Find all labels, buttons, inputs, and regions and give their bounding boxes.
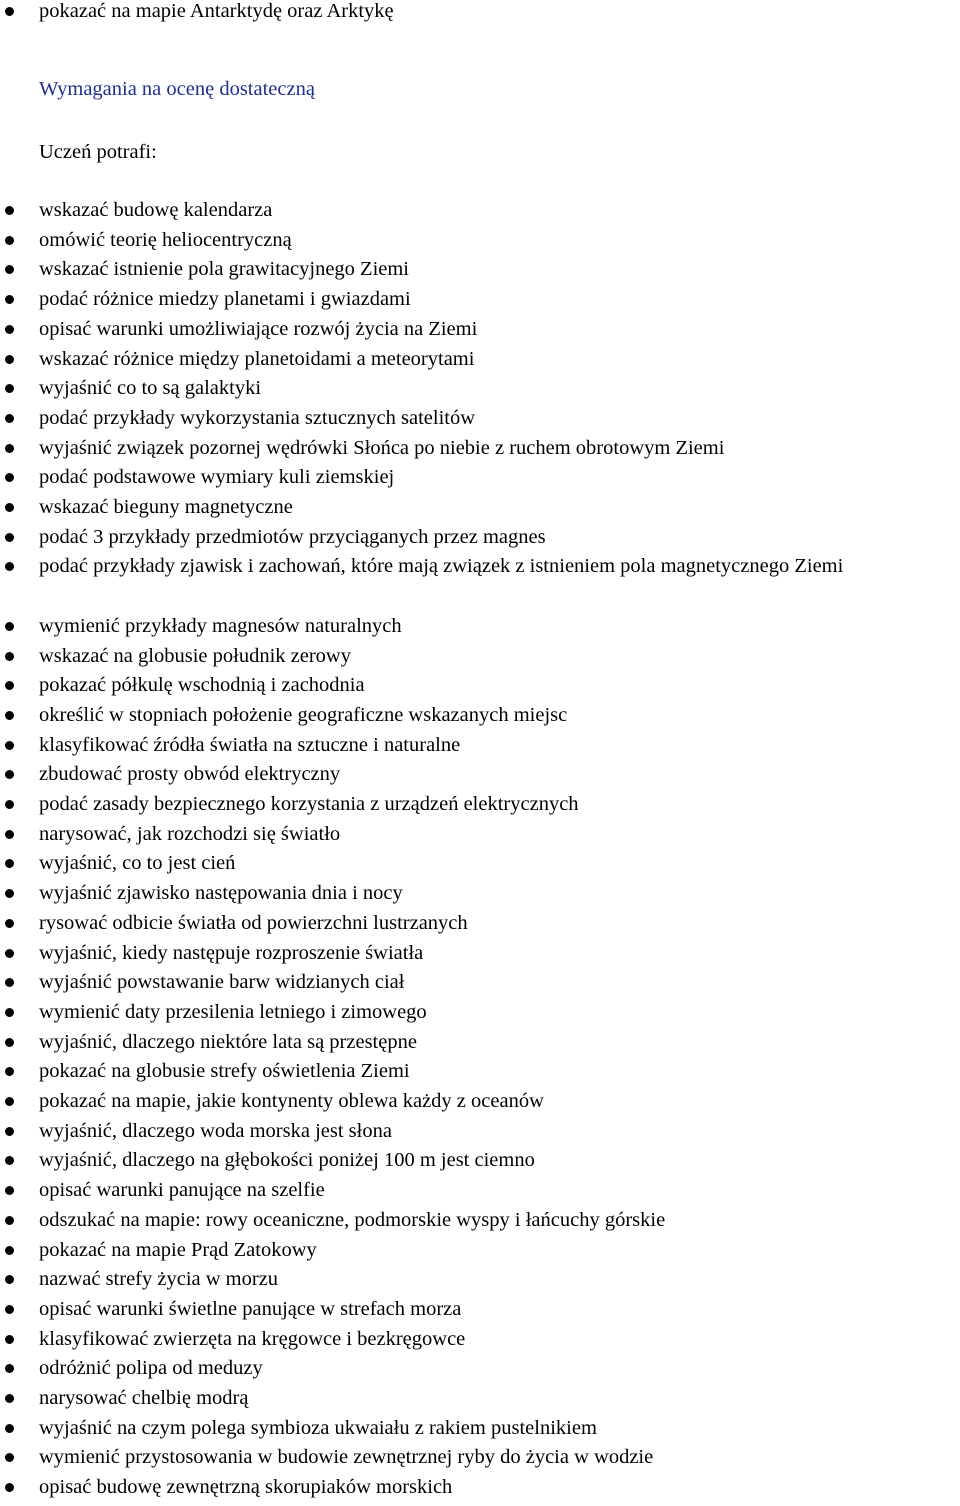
list-item-text: narysować chelbię modrą bbox=[39, 1387, 249, 1409]
bullet-icon bbox=[5, 1394, 14, 1403]
list-item-text: zbudować prosty obwód elektryczny bbox=[39, 763, 341, 786]
list-item-text: wyjaśnić, dlaczego woda morska jest słona bbox=[39, 1119, 392, 1142]
list-item-text: opisać warunki umożliwiające rozwój życia na Ziemi bbox=[39, 317, 478, 340]
bullet-icon bbox=[5, 295, 14, 304]
bullet-icon bbox=[5, 652, 14, 661]
list-item-text: podać podstawowe wymiary kuli ziemskiej bbox=[39, 466, 395, 489]
bullet-icon bbox=[5, 741, 14, 750]
bullet-icon bbox=[5, 711, 14, 720]
bullet-icon bbox=[5, 1424, 14, 1433]
bullet-icon bbox=[5, 1216, 14, 1225]
bullet-icon bbox=[5, 1364, 14, 1373]
list-item-text: podać zasady bezpiecznego korzystania z urządzeń elektrycznych bbox=[39, 793, 579, 815]
list-item-text: opisać budowę zewnętrzną skorupiaków morskich bbox=[39, 1476, 453, 1499]
list-item-text: wymienić przystosowania w budowie zewnętrznej ryby do życia w wodzie bbox=[39, 1446, 654, 1469]
bullet-icon bbox=[5, 1067, 14, 1076]
bullet-icon bbox=[5, 681, 14, 690]
list-item-text: podać różnice miedzy planetami i gwiazdami bbox=[39, 288, 411, 311]
bullet-icon bbox=[5, 1008, 14, 1017]
bullet-icon bbox=[5, 384, 14, 393]
bullet-icon bbox=[5, 325, 14, 334]
list-item-text: klasyfikować źródła światła na sztuczne i naturalne bbox=[39, 733, 461, 756]
list-item-text: narysować, jak rozchodzi się światło bbox=[39, 822, 341, 845]
bullet-icon bbox=[5, 800, 14, 809]
bullet-icon bbox=[5, 355, 14, 364]
bullet-icon bbox=[5, 830, 14, 839]
list-item-text: pokazać na mapie, jakie kontynenty oblewa każdy z oceanów bbox=[39, 1090, 544, 1112]
bullet-icon bbox=[5, 206, 14, 215]
bullet-icon bbox=[5, 1038, 14, 1047]
bullet-icon bbox=[5, 265, 14, 274]
bullet-icon bbox=[5, 1127, 14, 1136]
bullet-icon bbox=[5, 7, 14, 16]
list-item-text: opisać warunki świetlne panujące w strefach morza bbox=[39, 1297, 462, 1320]
list-item-text: pokazać półkulę wschodnią i zachodnia bbox=[39, 674, 365, 697]
bullet-icon bbox=[5, 503, 14, 512]
list-item-text: wskazać istnienie pola grawitacyjnego Ziemi bbox=[39, 258, 410, 281]
list-item-text: odszukać na mapie: rowy oceaniczne, podmorskie wyspy i łańcuchy górskie bbox=[39, 1208, 666, 1231]
list-item-text: wyjaśnić zjawisko następowania dnia i nocy bbox=[39, 882, 403, 905]
list-item-text: wymienić daty przesilenia letniego i zimowego bbox=[39, 1000, 427, 1023]
list-item-text: wskazać budowę kalendarza bbox=[39, 199, 273, 221]
bullet-icon bbox=[5, 889, 14, 898]
list-item-text: pokazać na mapie Antarktydę oraz Arktykę bbox=[39, 0, 394, 22]
list-item-text: wyjaśnić, kiedy następuje rozproszenie światła bbox=[39, 941, 424, 964]
list-item-text: wyjaśnić co to są galaktyki bbox=[39, 377, 262, 400]
list-item-text: wyjaśnić na czym polega symbioza ukwaiału z rakiem pustelnikiem bbox=[39, 1416, 597, 1439]
list-item-text: wskazać różnice między planetoidami a meteorytami bbox=[39, 347, 475, 370]
bullet-icon bbox=[5, 1453, 14, 1462]
bullet-icon bbox=[5, 1305, 14, 1314]
bullet-icon bbox=[5, 236, 14, 245]
list-item-text: wskazać na globusie południk zerowy bbox=[39, 644, 351, 667]
intro-label: Uczeń potrafi: bbox=[39, 141, 157, 163]
list-item-text: podać przykłady wykorzystania sztucznych satelitów bbox=[39, 406, 476, 429]
list-item-text: wyjaśnić związek pozornej wędrówki Słońca po niebie z ruchem obrotowym Ziemi bbox=[39, 436, 725, 459]
list-item-text: wymienić przykłady magnesów naturalnych bbox=[39, 614, 402, 637]
list-item-text: omówić teorię heliocentryczną bbox=[39, 228, 292, 251]
bullet-icon bbox=[5, 1335, 14, 1344]
section-heading-text: Wymagania na ocenę dostateczną bbox=[39, 78, 315, 100]
bullet-icon bbox=[5, 622, 14, 631]
list-item-text: opisać warunki panujące na szelfie bbox=[39, 1179, 325, 1202]
bullet-icon bbox=[5, 444, 14, 453]
list-item-text: pokazać na mapie Prąd Zatokowy bbox=[39, 1238, 317, 1261]
list-item-text: wyjaśnić powstawanie barw widzianych ciał bbox=[39, 971, 405, 994]
bullet-icon bbox=[5, 562, 14, 571]
bullet-icon bbox=[5, 949, 14, 958]
list-item-text: podać 3 przykłady przedmiotów przyciąganych przez magnes bbox=[39, 525, 546, 548]
list-item-text: określić w stopniach położenie geograficzne wskazanych miejsc bbox=[39, 703, 568, 726]
list-item-text: wyjaśnić, dlaczego niektóre lata są przestępne bbox=[39, 1030, 417, 1053]
list-item-text: wskazać bieguny magnetyczne bbox=[39, 496, 293, 518]
bullet-icon bbox=[5, 770, 14, 779]
list-item-text: wyjaśnić, dlaczego na głębokości poniżej 100 m jest ciemno bbox=[39, 1149, 535, 1172]
bullet-icon bbox=[5, 1483, 14, 1492]
list-item-text: rysować odbicie światła od powierzchni lustrzanych bbox=[39, 911, 468, 934]
list-item-text: nazwać strefy życia w morzu bbox=[39, 1268, 279, 1291]
bullet-icon bbox=[5, 1156, 14, 1165]
list-item-text: klasyfikować zwierzęta na kręgowce i bezkręgowce bbox=[39, 1327, 466, 1350]
bullet-icon bbox=[5, 533, 14, 542]
bullet-icon bbox=[5, 1246, 14, 1255]
bullet-icon bbox=[5, 1186, 14, 1195]
bullet-icon bbox=[5, 473, 14, 482]
bullet-icon bbox=[5, 1097, 14, 1106]
list-item-text: wyjaśnić, co to jest cień bbox=[39, 852, 236, 875]
bullet-icon bbox=[5, 978, 14, 987]
list-item-text: pokazać na globusie strefy oświetlenia Ziemi bbox=[39, 1060, 410, 1083]
list-item-text: podać przykłady zjawisk i zachowań, które mają związek z istnieniem pola magnetycznego Ziemi bbox=[39, 555, 844, 578]
bullet-icon bbox=[5, 1275, 14, 1284]
bullet-icon bbox=[5, 414, 14, 423]
bullet-icon bbox=[5, 859, 14, 868]
list-item-text: odróżnić polipa od meduzy bbox=[39, 1357, 263, 1380]
bullet-icon bbox=[5, 919, 14, 928]
